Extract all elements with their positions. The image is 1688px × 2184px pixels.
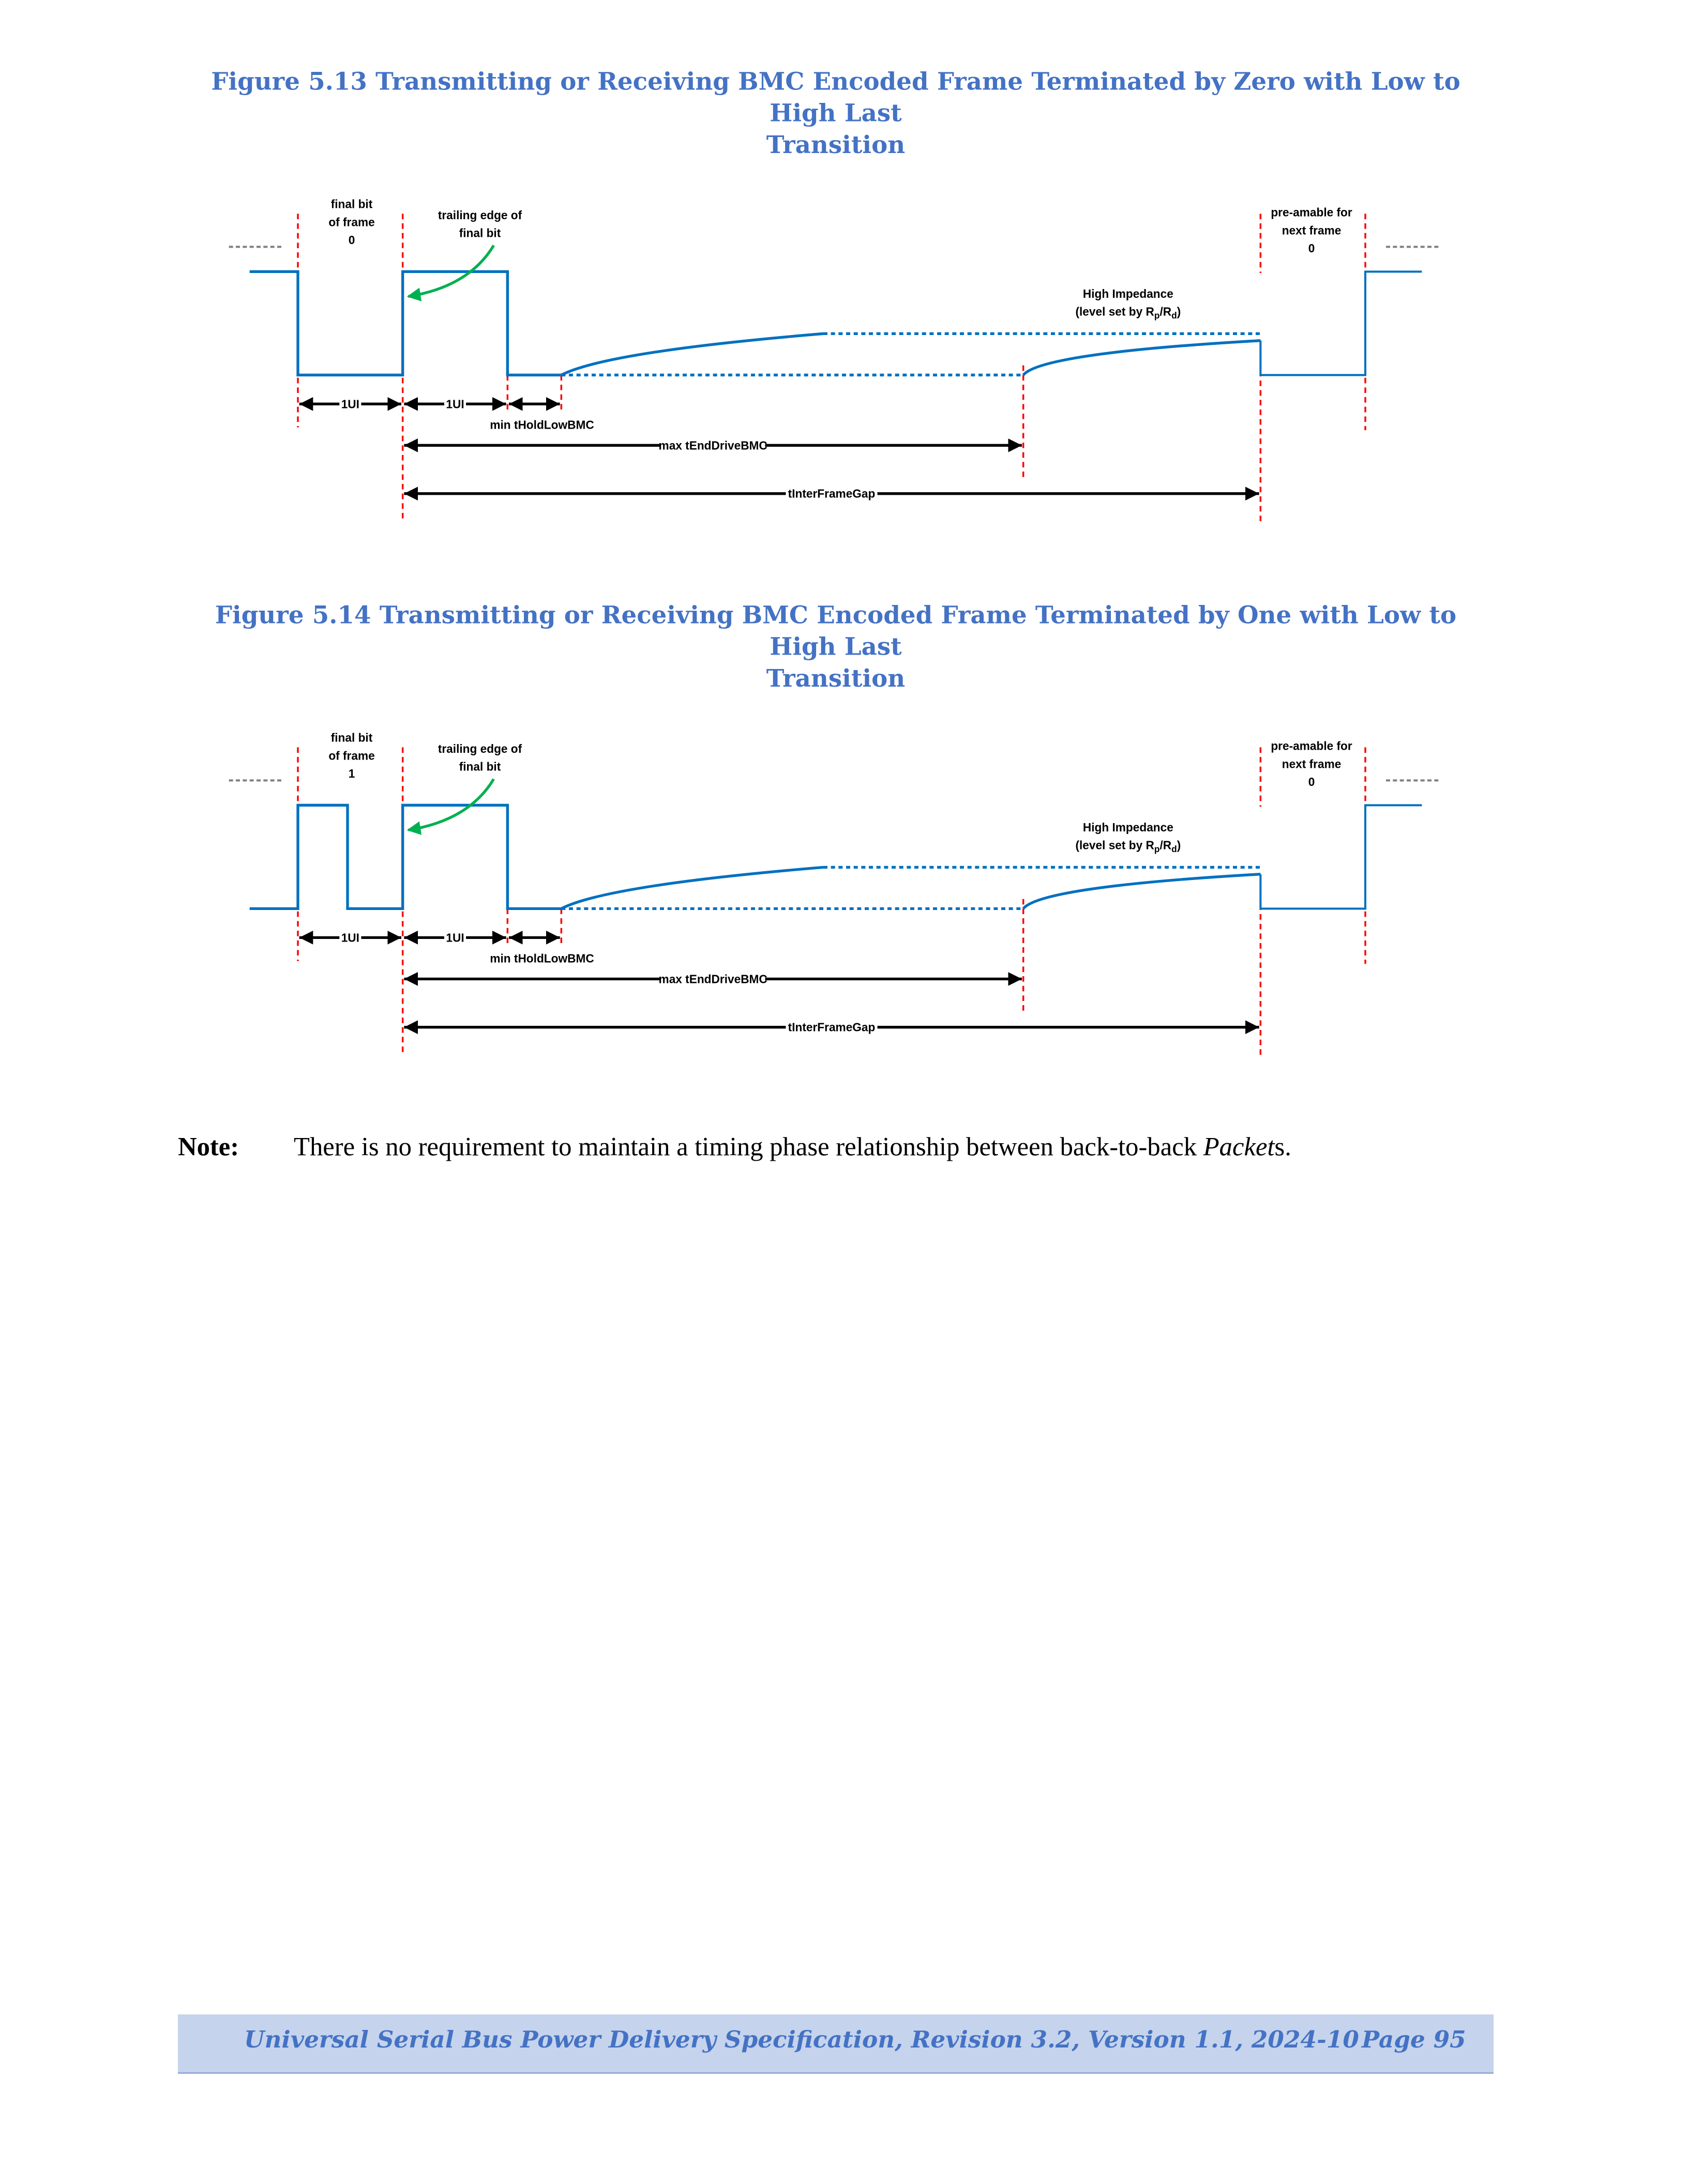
hold-low-label: min tHoldLowBMC [490,418,594,432]
dimension-label: max tEndDriveBMC [658,972,767,986]
label-part: /R [1159,305,1172,318]
dimension-label: 1UI [446,931,464,945]
preamble-label: pre-amable for [1271,205,1352,219]
title-line: Figure 5.13 Transmitting or Receiving BMC Encoded Frame Terminated by Zero with Low to High Last [211,69,1460,129]
signal-rise-curve [1023,874,1261,909]
trailing-edge-label: final bit [459,760,501,774]
signal-rise-curve [561,867,823,908]
label-part: (level set by R [1075,305,1154,318]
dimension-label: 1UI [446,397,464,411]
final-bit-label: 1 [348,767,355,781]
trailing-edge-label: final bit [459,226,501,240]
label-part: p [1154,844,1160,855]
final-bit-label: 0 [348,233,355,247]
bmc-signal [250,805,562,908]
preamble-label: 0 [1308,241,1315,255]
note [178,1133,1291,1164]
trailing-edge-label: trailing edge of [438,742,522,756]
page-footer [178,2014,1494,2074]
note-italic-term: Packet [1203,1133,1275,1163]
figure-5-13-title [179,68,1493,163]
label-part: ) [1177,838,1181,852]
figure-5-14-diagram [0,713,1688,1071]
preamble-signal [1260,271,1422,375]
final-bit-label: final bit [330,731,373,745]
dimension-label: tInterFrameGap [788,1020,876,1034]
note-text-end: s. [1274,1133,1291,1163]
preamble-label: next frame [1282,757,1342,771]
preamble-label: next frame [1282,223,1342,237]
high-impedance-label: High Impedance [1082,287,1173,301]
final-bit-label: of frame [328,749,375,763]
page-number: Page 95 [1362,2027,1466,2055]
label-part: (level set by R [1075,838,1154,852]
dimension-label: 1UI [341,931,359,945]
title-line: Transition [766,666,906,694]
preamble-signal [1260,805,1422,908]
dimension-label: 1UI [341,397,359,411]
title-line: Transition [766,132,906,160]
note-text: There is no requirement to maintain a timing phase relationship between back-to-back [294,1133,1203,1163]
label-part: d [1171,310,1177,321]
dimension-label: max tEndDriveBMC [658,438,767,452]
high-impedance-label: High Impedance [1082,821,1173,835]
dimension-label: tInterFrameGap [788,487,876,501]
label-part: /R [1159,838,1172,852]
final-bit-label: final bit [330,197,373,211]
note-label: Note: [178,1133,239,1163]
label-part: p [1154,310,1160,321]
signal-rise-curve [1023,341,1261,375]
label-part: d [1171,844,1177,855]
signal-rise-curve [561,333,823,375]
trailing-edge-label: trailing edge of [438,208,522,222]
hold-low-label: min tHoldLowBMC [490,951,594,965]
figure-5-14-title [179,601,1493,696]
bmc-signal [250,271,562,375]
preamble-label: 0 [1308,775,1315,789]
final-bit-label: of frame [328,215,375,229]
label-part: ) [1177,305,1181,318]
title-line: Figure 5.14 Transmitting or Receiving BMC Encoded Frame Terminated by One with Low to High Last [215,602,1457,662]
preamble-label: pre-amable for [1271,739,1352,753]
footer-title: Universal Serial Bus Power Delivery Specification, Revision 3.2, Version 1.1, 2024-10 [244,2027,1359,2055]
high-impedance-sublabel [1075,839,1181,854]
figure-5-13-diagram [0,179,1688,538]
high-impedance-sublabel [1075,305,1181,321]
